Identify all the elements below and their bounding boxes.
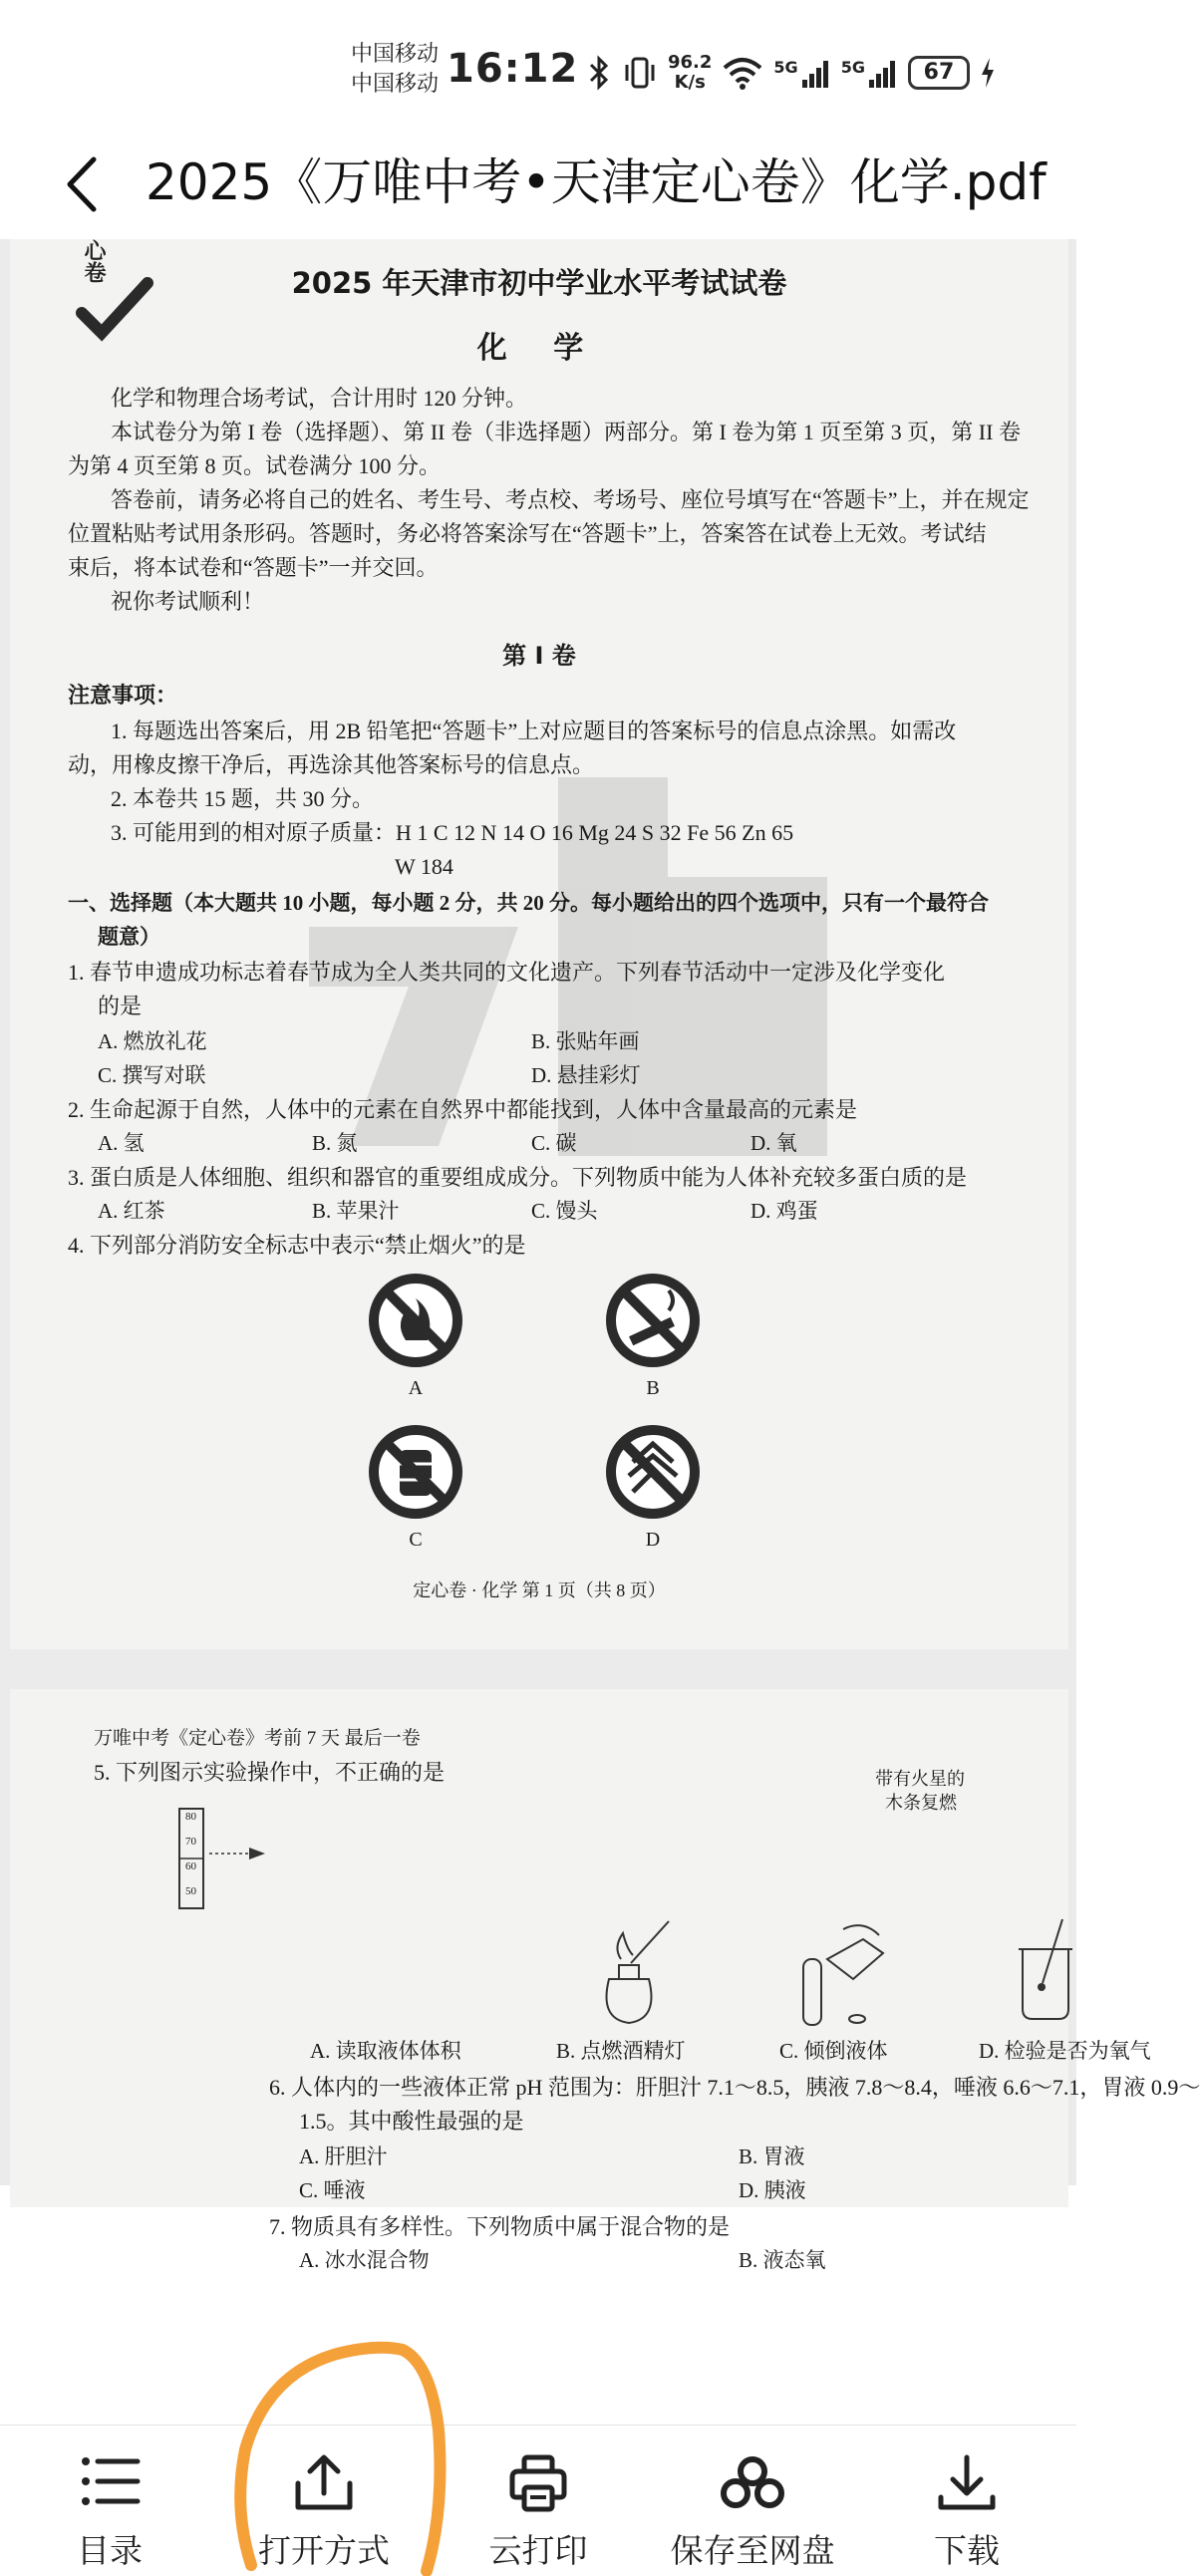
q2-stem: 2. 生命起源于自然，人体中的元素在自然界中都能找到，人体中含量最高的元素是 [68, 1097, 858, 1122]
q6-stem-line-1: 6. 人体内的一些液体正常 pH 范围为：肝胆汁 7.1～8.5，胰液 7.8～8.4，唾液 6.6～7.1，胃液 0.9～ [269, 2075, 1200, 2100]
speed-value: 96.2 [668, 52, 713, 73]
q3-stem: 3. 蛋白质是人体细胞、组织和器官的重要组成成分。下列物质中能为人体补充较多蛋白质的是 [68, 1165, 968, 1190]
carrier-1: 中国移动 [351, 42, 440, 67]
q5-option-d: D. 检验是否为氧气 [979, 2039, 1151, 2063]
open-with-button[interactable] [239, 2426, 409, 2576]
cloud-print-label: 云打印 [488, 2531, 588, 2570]
q6-stem-line-2: 1.5。其中酸性最强的是 [299, 2109, 524, 2134]
q4-stem: 4. 下列部分消防安全标志中表示“禁止烟火”的是 [68, 1233, 526, 1258]
clock: 16:12 [447, 46, 579, 92]
signal-bars-1-icon [801, 58, 831, 88]
q5-option-a: A. 读取液体体积 [310, 2039, 461, 2063]
no-fire-sign-icon [366, 1271, 465, 1370]
q3-option-c: C. 馒头 [531, 1199, 598, 1223]
q7-option-b: B. 液态氧 [739, 2248, 826, 2272]
intro-line-6: 束后，将本试卷和“答题卡”一并交回。 [68, 555, 439, 580]
carrier-2: 中国移动 [351, 72, 440, 97]
scale-80: 80 [185, 1811, 196, 1823]
q5-option-c: C. 倾倒液体 [779, 2039, 888, 2063]
q4-label-b: B [646, 1377, 660, 1399]
q5-option-b: B. 点燃酒精灯 [556, 2039, 686, 2063]
scale-50: 50 [185, 1885, 196, 1897]
download-icon [935, 2453, 999, 2513]
q6-option-a: A. 肝胆汁 [299, 2145, 388, 2168]
q1-stem-line-2: 的是 [98, 994, 143, 1018]
notice-line-2: 动，用橡皮擦干净后，再选涂其他答案标号的信息点。 [68, 752, 595, 777]
alcohol-lamp-icon [579, 1919, 679, 2029]
printer-icon [506, 2453, 570, 2513]
wifi-icon [722, 56, 763, 90]
bluetooth-icon [586, 55, 612, 91]
intro-line-7: 祝你考试顺利！ [111, 589, 265, 614]
pouring-liquid-icon [783, 1919, 903, 2029]
notice-title: 注意事项： [68, 683, 178, 708]
title-bar [0, 130, 1076, 239]
q4-label-c: C [409, 1529, 423, 1551]
catalog-label: 目录 [77, 2531, 143, 2570]
notice-line-1: 1. 每题选出答案后，用 2B 铅笔把“答题卡”上对应题目的答案标号的信息点涂黑。如需改 [111, 718, 957, 743]
network-type-1: 5G [773, 58, 798, 77]
pdf-page-2 [10, 1689, 1200, 2272]
q6-option-c: C. 唾液 [299, 2178, 366, 2202]
page-footer: 定心卷 · 化学 第 1 页（共 8 页） [413, 1580, 666, 1600]
list-icon [78, 2453, 142, 2509]
cloud-drive-icon [718, 2453, 787, 2513]
q4-label-a: A [408, 1377, 424, 1399]
q5-annotation-line-1: 带有火星的 [875, 1769, 965, 1789]
q7-stem: 7. 物质具有多样性。下列物质中属于混合物的是 [269, 2214, 731, 2239]
network-type-2: 5G [840, 58, 865, 77]
q1-option-d: D. 悬挂彩灯 [531, 1063, 641, 1087]
q2-option-c: C. 碳 [531, 1131, 577, 1155]
q1-option-a: A. 燃放礼花 [98, 1029, 207, 1053]
scale-70: 70 [185, 1836, 196, 1848]
q6-option-d: D. 胰液 [739, 2178, 806, 2202]
scale-60: 60 [185, 1860, 196, 1872]
signal-bars-2-icon [868, 58, 898, 88]
download-label: 下载 [934, 2531, 1000, 2570]
q7-option-a: A. 冰水混合物 [299, 2248, 430, 2272]
bottom-toolbar [0, 2425, 1076, 2575]
stamp-text: 心卷 [81, 239, 106, 283]
share-icon [292, 2453, 356, 2513]
exam-title: 2025 年天津市初中学业水平考试试卷 [291, 266, 787, 300]
document-title: 2025《万唯中考•天津定心卷》化学.pdf [146, 153, 1047, 211]
no-fireworks-sign-icon [603, 1422, 703, 1522]
download-button[interactable] [897, 2426, 1037, 2576]
q4-label-d: D [645, 1529, 661, 1551]
save-to-drive-button[interactable] [658, 2426, 847, 2576]
volume-title: 第 I 卷 [502, 642, 576, 670]
graduated-cylinder-icon [159, 1804, 279, 1913]
cylinder-scale [185, 1805, 1200, 2272]
vibrate-icon [622, 55, 658, 91]
q2-option-a: A. 氢 [98, 1131, 145, 1155]
intro-line-3: 为第 4 页至第 8 页。试卷满分 100 分。 [68, 453, 442, 478]
save-to-drive-label: 保存至网盘 [670, 2531, 835, 2570]
q3-option-d: D. 鸡蛋 [750, 1199, 818, 1223]
pdf-viewer[interactable] [0, 239, 1200, 2570]
intro-line-2: 本试卷分为第 I 卷（选择题）、第 II 卷（非选择题）两部分。第 I 卷为第 1 页至第 3 页，第 II 卷 [111, 420, 1021, 444]
q1-option-c: C. 撰写对联 [98, 1063, 206, 1087]
exam-subject: 化 学 [476, 331, 602, 366]
carrier-labels [351, 40, 439, 100]
back-arrow-icon[interactable] [58, 151, 118, 217]
section-title-line-1: 一、选择题（本大题共 10 小题，每小题 2 分，共 20 分。每小题给出的四个选项中，只有一个最符合 [68, 891, 989, 915]
signal-2 [841, 58, 898, 88]
q1-option-b: B. 张贴年画 [531, 1029, 640, 1053]
q2-option-d: D. 氧 [750, 1131, 797, 1155]
q2-option-b: B. 氮 [312, 1131, 358, 1155]
intro-line-4: 答卷前，请务必将自己的姓名、考生号、考点校、考场号、座位号填写在“答题卡”上，并在规定 [111, 487, 1030, 512]
battery-indicator: 67 [908, 56, 970, 90]
status-bar [0, 0, 1076, 130]
intro-line-1: 化学和物理合场考试，合计用时 120 分钟。 [111, 386, 528, 411]
q1-stem-line-1: 1. 春节申遗成功标志着春节成为全人类共同的文化遗产。下列春节活动中一定涉及化学变化 [68, 960, 946, 985]
no-flammables-sign-icon [366, 1422, 465, 1522]
charging-icon [980, 57, 996, 89]
notice-line-4: 3. 可能用到的相对原子质量：H 1 C 12 N 14 O 16 Mg 24 S 32 Fe 56 Zn 65 [111, 820, 794, 845]
status-icons [586, 48, 996, 98]
page2-header: 万唯中考《定心卷》考前 7 天 最后一卷 [94, 1728, 421, 1749]
cloud-print-button[interactable] [468, 2426, 608, 2576]
q6-option-b: B. 胃液 [739, 2145, 805, 2168]
catalog-button[interactable] [40, 2426, 179, 2576]
notice-line-5: W 184 [395, 854, 453, 879]
signal-1 [773, 58, 830, 88]
q5-stem: 5. 下列图示实验操作中，不正确的是 [94, 1760, 446, 1785]
open-with-label: 打开方式 [258, 2531, 390, 2570]
q3-option-b: B. 苹果汁 [312, 1199, 400, 1223]
no-smoking-sign-icon [603, 1271, 703, 1370]
oxygen-test-icon [993, 1919, 1092, 2029]
section-title-line-2: 题意） [98, 925, 160, 949]
intro-line-5: 位置粘贴考试用条形码。答题时，务必将答案涂写在“答题卡”上，答案答在试卷上无效。考试结 [68, 521, 987, 546]
speed-unit: K/s [674, 72, 706, 93]
pdf-page-1 [10, 239, 1068, 1649]
notice-line-3: 2. 本卷共 15 题，共 30 分。 [111, 786, 375, 811]
q5-annotation-line-2: 木条复燃 [885, 1793, 957, 1813]
network-speed [668, 53, 712, 93]
q3-option-a: A. 红茶 [98, 1199, 165, 1223]
